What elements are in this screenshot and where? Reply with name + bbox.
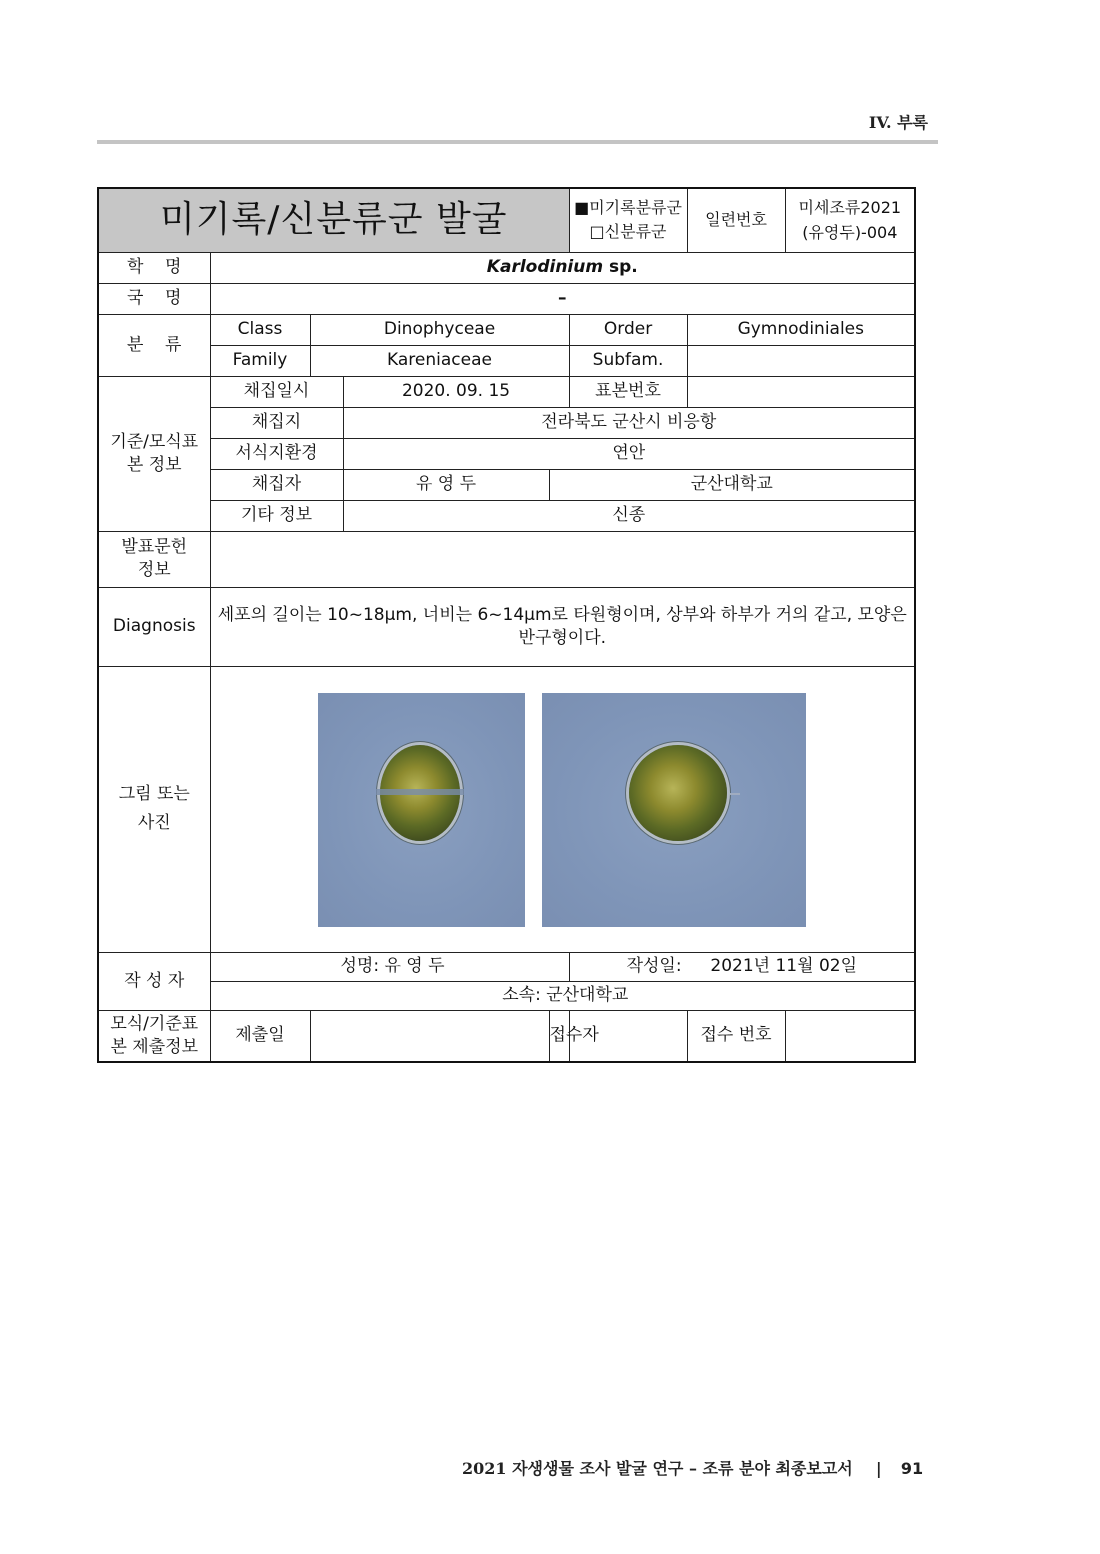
header-rule [97,140,938,144]
collection-site-value: 전라북도 군산시 비응항 [343,407,915,438]
cingulum [376,789,464,795]
checkbox-unrecorded: ■미기록분류군 [574,198,682,218]
photo-label [98,666,210,952]
publication-label-line-1: 발표문헌 [121,537,188,558]
specimen-no-value [687,376,915,407]
author-date [569,952,915,981]
collector-key: 채집자 [210,469,343,500]
form-title: 미기록/신분류군 발굴 [98,188,569,252]
submit-date-key: 제출일 [210,1010,310,1062]
page-footer [462,1456,923,1479]
habitat-value: 연안 [343,438,915,469]
micrograph-2 [542,693,806,927]
collection-date-key: 채집일시 [210,376,343,407]
specimen-label-line-2: 본 정보 [126,454,182,475]
specimen-label-line-1: 기준/모식표 [110,431,199,452]
cell-image-1 [380,745,460,841]
family-value: Kareniaceae [310,345,569,376]
serial-value [785,188,915,252]
diagnosis-label: Diagnosis [98,587,210,666]
checkbox-new-taxon: □신분류군 [589,222,667,242]
serial-label: 일련번호 [687,188,785,252]
publication-value [210,531,915,587]
photo-label-line-1: 그림 또는 [118,784,190,805]
footer-separator: | [875,1459,882,1478]
collection-date-value: 2020. 09. 15 [343,376,569,407]
collection-site-key: 채집지 [210,407,343,438]
author-label: 작 성 자 [98,952,210,1010]
subfam-value [687,345,915,376]
collector-value: 유 영 두 [343,469,549,500]
photo-label-line-2: 사진 [137,813,171,833]
class-value: Dinophyceae [310,314,569,345]
photo-cell [210,666,915,952]
order-value: Gymnodiniales [687,314,915,345]
author-affiliation: 소속: 군산대학교 [210,981,915,1010]
subfam-key: Subfam. [569,345,687,376]
footer-title: 2021 자생생물 조사 발굴 연구 – 조류 분야 최종보고서 [462,1459,853,1478]
diagnosis-value: 세포의 길이는 10~18μm, 너비는 6~14μm로 타원형이며, 상부와 하부가 거의 같고, 모양은 반구형이다. [210,587,915,666]
receiver-key-text: 접수자 [549,1025,599,1046]
author-date-value: 2021년 11월 02일 [710,956,857,977]
serial-line-1: 미세조류2021 [798,197,902,217]
species-record-form [97,187,916,1063]
serial-line-2: (유영두)-004 [802,223,898,243]
flagellum [730,793,740,795]
kor-name-label: 국 명 [98,283,210,314]
specimen-info-label [98,376,210,531]
specimen-no-key: 표본번호 [569,376,687,407]
record-type-checkboxes [569,188,687,252]
publication-label [98,531,210,587]
publication-label-line-2: 정보 [137,560,171,580]
receiver-key [549,1010,599,1062]
sci-name-genus: Karlodinium [486,257,604,278]
collector-affiliation: 군산대학교 [549,469,915,500]
cell-image-2 [629,745,727,841]
sci-name-value [210,252,915,283]
submit-date-value [310,1010,549,1062]
other-info-value: 신종 [343,500,915,531]
author-date-key: 작성일: [626,956,682,977]
author-name: 성명: 유 영 두 [210,952,569,981]
receipt-no-value [785,1010,915,1062]
page-number: 91 [900,1459,924,1478]
habitat-key: 서식지환경 [210,438,343,469]
section-header: IV. 부록 [868,113,928,132]
family-key: Family [210,345,310,376]
class-key: Class [210,314,310,345]
submission-label-line-1: 모식/기준표 [110,1013,199,1034]
classification-label: 분 류 [98,314,210,376]
photo-area [211,667,915,952]
receipt-no-key: 접수 번호 [687,1010,785,1062]
other-info-key: 기타 정보 [210,500,343,531]
kor-name-value: – [210,283,915,314]
sci-name-rest: sp. [603,257,638,278]
submission-label [98,1010,210,1062]
micrograph-1 [318,693,525,927]
order-key: Order [569,314,687,345]
sci-name-label: 학 명 [98,252,210,283]
submission-label-line-2: 본 제출정보 [110,1036,198,1057]
